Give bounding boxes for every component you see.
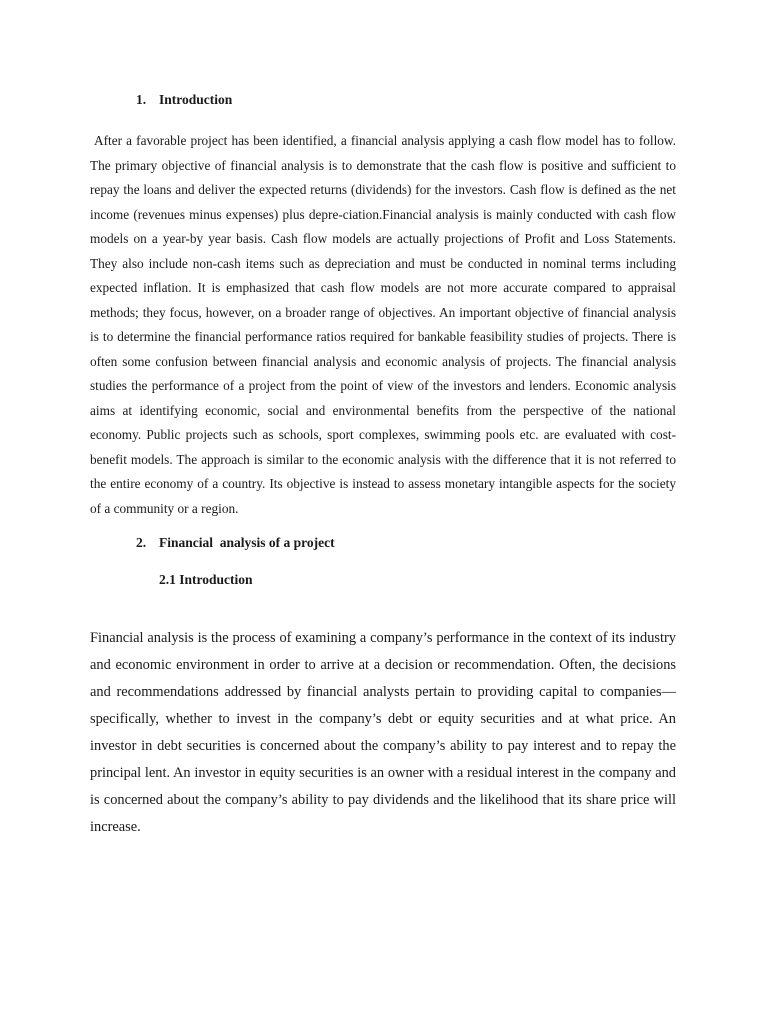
section-2-number: 2. [136,535,147,550]
section-1-title: Introduction [159,92,233,107]
section-2-heading [136,535,335,551]
subsection-2-1-paragraph: Financial analysis is the process of examining a company’s performance in the context of its industry and economic environment in order to arrive at a decision or recommendation. Often, the decisions and recommendations addressed by financial analysts pertain to providing capital to companies—specifically, whether to invest in the company’s debt or equity securities and at what price. An investor in debt securities is concerned about the company’s ability to pay interest and to repay the principal lent. An investor in equity securities is an owner with a residual interest in the company and is concerned about the company’s ability to pay dividends and the likelihood that its share price will increase. [90,630,676,835]
subsection-2-1-heading: 2.1 Introduction [159,572,253,587]
section-1-number: 1. [136,92,147,107]
section-1-heading [136,92,232,108]
section-2-title: Financial analysis of a project [159,535,335,550]
section-1-paragraph: After a favorable project has been identified, a financial analysis applying a cash flow model has to follow. The primary objective of financial analysis is to demonstrate that the cash flow is positive and sufficient to repay the loans and deliver the expected returns (dividends) for the investors. Cash flow is defined as the net income (revenues minus expenses) plus depre-ciation.Financial analysis is mainly conducted with cash flow models on a year-by year basis. Cash flow models are actually projections of Profit and Loss Statements. They also include non-cash items such as depreciation and must be conducted in nominal terms including expected inflation. It is emphasized that cash flow models are not more accurate compared to appraisal methods; they focus, however, on a broader range of objectives. An important objective of financial analysis is to determine the financial performance ratios required for bankable feasibility studies of projects. There is often some confusion between financial analysis and economic analysis of projects. The financial analysis studies the performance of a project from the point of view of the investors and lenders. Economic analysis aims at identifying economic, social and environmental benefits from the perspective of the national economy. Public projects such as schools, sport complexes, swimming pools etc. are evaluated with cost-benefit models. The approach is similar to the economic analysis with the difference that it is not referred to the entire economy of a country. Its objective is instead to assess monetary intangible aspects for the society of a community or a region. [90,133,676,516]
